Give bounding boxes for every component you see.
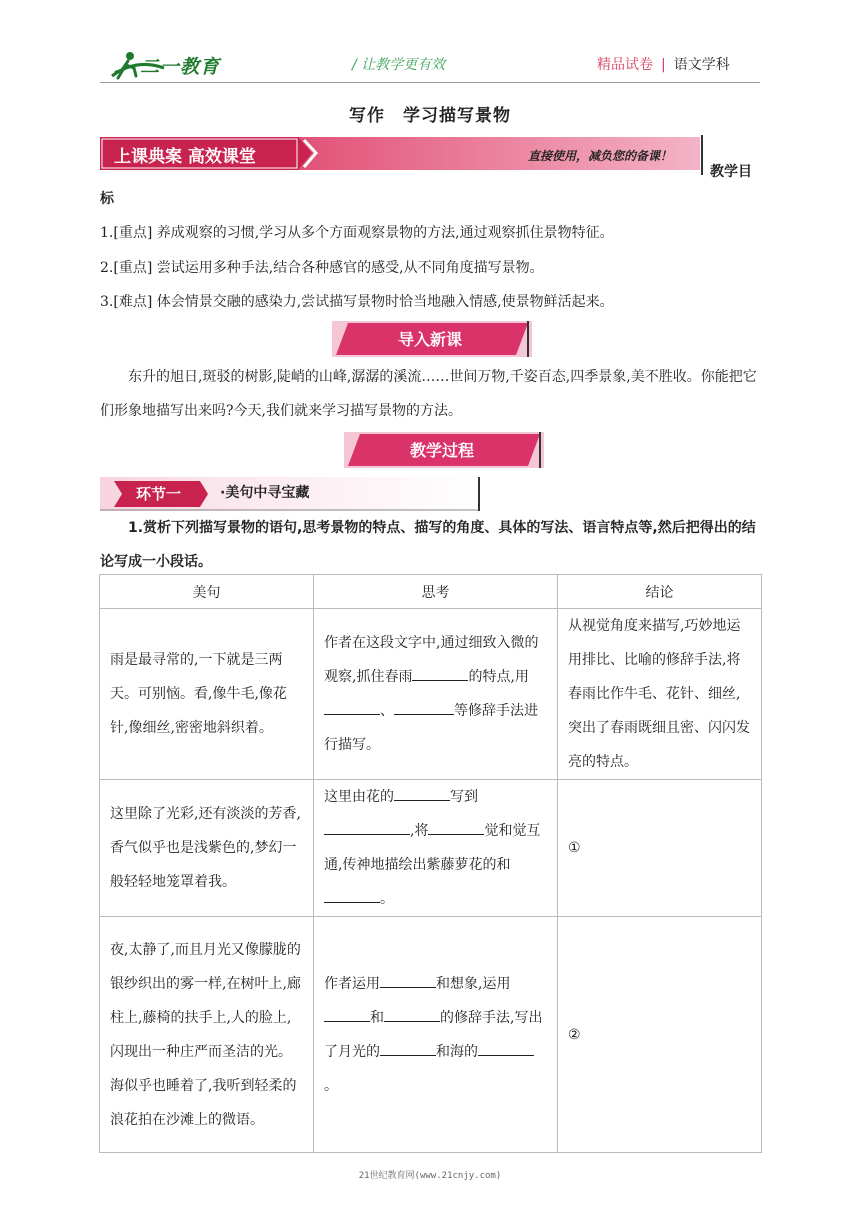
think-text-part: 这里由花的 bbox=[324, 789, 394, 805]
answer-blank[interactable] bbox=[478, 1037, 534, 1056]
think-text-part: 等修辞手法进行描写。 bbox=[324, 703, 538, 753]
table-cell bbox=[100, 917, 314, 1153]
table-cell bbox=[314, 917, 558, 1153]
answer-blank[interactable] bbox=[324, 884, 380, 903]
table-cell bbox=[314, 609, 558, 780]
brand bbox=[597, 54, 730, 74]
link-subtitle: ·美句中寻宝藏 bbox=[220, 485, 310, 501]
answer-blank[interactable] bbox=[412, 662, 468, 681]
think-text bbox=[324, 780, 547, 916]
conclusion-text: ① bbox=[568, 840, 581, 856]
table-cell bbox=[558, 609, 762, 780]
intro-pill-label: 导入新课 bbox=[397, 330, 462, 349]
think-text-part: 。 bbox=[380, 891, 394, 907]
table-cell bbox=[100, 609, 314, 780]
page-title: 写作 学习描写景物 bbox=[349, 106, 511, 126]
header-divider bbox=[100, 82, 760, 83]
goal-item: 2.[重点] 尝试运用多种手法,结合各种感官的感受,从不同角度描写景物。 bbox=[100, 260, 544, 276]
table-cell bbox=[558, 780, 762, 917]
sentence-text: 雨是最寻常的,一下就是三两天。可别恼。看,像牛毛,像花针,像细丝,密密地斜织着。 bbox=[110, 652, 287, 736]
objectives-label-b: 标 bbox=[100, 191, 114, 207]
sentence-text: 这里除了光彩,还有淡淡的芳香,香气似乎也是浅紫色的,梦幻一般轻轻地笼罩着我。 bbox=[110, 806, 301, 890]
think-text-part: ,将 bbox=[410, 823, 429, 839]
answer-blank[interactable] bbox=[394, 696, 454, 715]
answer-blank[interactable] bbox=[380, 969, 436, 988]
link-label: 环节一 bbox=[136, 485, 182, 503]
table-cell bbox=[100, 780, 314, 917]
think-text-part: 和想象,运用 bbox=[436, 975, 511, 992]
objectives-label-a: 教学目 bbox=[710, 164, 752, 180]
answer-blank[interactable] bbox=[324, 696, 380, 715]
sentence-text: 夜,太静了,而且月光又像朦胧的银纱织出的雾一样,在树叶上,廊柱上,藤椅的扶手上,人的脸上,闪现出一种庄严而圣洁的光。海似乎也睡着了,我听到轻柔的浪花拍在沙滩上的微语。 bbox=[110, 941, 301, 1128]
banner-divider bbox=[701, 135, 703, 175]
instruction: 1.赏析下列描写景物的语句,思考景物的特点、描写的角度、具体的写法、语言特点等,然后把得出的结论写成一小段话。 bbox=[100, 520, 756, 570]
table-row bbox=[100, 917, 762, 1153]
think-text-part: 。 bbox=[324, 1077, 338, 1094]
slogan: / 让教学更有效 bbox=[352, 57, 446, 73]
brand-label: 精品试卷 bbox=[597, 57, 653, 73]
think-text-part: 的修辞手法,写出了月光的 bbox=[324, 1009, 543, 1060]
banner-right-label: 直接使用，减负您的备课！ bbox=[528, 149, 673, 163]
table-row bbox=[100, 780, 762, 917]
table-row bbox=[100, 609, 762, 780]
think-text-part: 写到 bbox=[450, 789, 478, 805]
page-header bbox=[0, 0, 860, 90]
analysis-table bbox=[99, 574, 762, 1153]
think-text-part: 觉和觉互通,传神地描绘出紫藤萝花的 bbox=[324, 823, 541, 873]
answer-blank[interactable] bbox=[324, 1003, 370, 1022]
banner-left-label: 上课典案 高效课堂 bbox=[114, 147, 256, 167]
table-cell bbox=[314, 780, 558, 917]
intro-paragraph: 东升的旭日,斑驳的树影,陡峭的山峰,潺潺的溪流……世间万物,千姿百态,四季景象,美不胜收。你能把它们形象地描写出来吗?今天,我们就来学习描写景物的方法。 bbox=[100, 369, 757, 419]
goal-item: 3.[难点] 体会情景交融的感染力,尝试描写景物时恰当地融入情感,使景物鲜活起来。 bbox=[100, 294, 614, 310]
page-footer: 21世纪教育网(www.21cnjy.com) bbox=[358, 1171, 502, 1181]
subject-label: 语文学科 bbox=[673, 57, 730, 73]
answer-blank[interactable] bbox=[324, 816, 410, 835]
answer-blank[interactable] bbox=[428, 816, 484, 835]
think-text-part: 和海的 bbox=[436, 1043, 478, 1060]
table-header-row bbox=[100, 575, 762, 609]
table-cell bbox=[558, 917, 762, 1153]
think-text-part: 、 bbox=[380, 703, 394, 719]
think-text bbox=[324, 626, 547, 762]
conclusion-text: 从视觉角度来描写,巧妙地运用排比、比喻的修辞手法,将春雨比作牛毛、花针、细丝,突出了春雨既细且密、闪闪发亮的特点。 bbox=[568, 618, 750, 770]
table-header: 思考 bbox=[314, 575, 558, 609]
think-text bbox=[324, 967, 547, 1103]
think-text-part: 作者在这段文字中,通过细致入微的观察,抓住春雨 bbox=[324, 635, 539, 685]
answer-blank[interactable] bbox=[380, 1037, 436, 1056]
brand-separator: | bbox=[661, 57, 666, 73]
answer-blank[interactable] bbox=[384, 1003, 440, 1022]
answer-blank[interactable] bbox=[394, 782, 450, 801]
process-pill-label: 教学过程 bbox=[409, 441, 474, 460]
table-header: 结论 bbox=[558, 575, 762, 609]
goal-item: 1.[重点] 养成观察的习惯,学习从多个方面观察景物的方法,通过观察抓住景物特征。 bbox=[100, 225, 614, 241]
think-text-part: 和 bbox=[370, 1009, 384, 1026]
think-text-part: 作者运用 bbox=[324, 975, 380, 992]
think-text-part: 和 bbox=[496, 857, 511, 873]
table-header: 美句 bbox=[100, 575, 314, 609]
logo-text: 二一教育 bbox=[140, 56, 221, 78]
conclusion-text: ② bbox=[568, 1026, 581, 1043]
think-text-part: 的特点,用 bbox=[468, 669, 529, 685]
